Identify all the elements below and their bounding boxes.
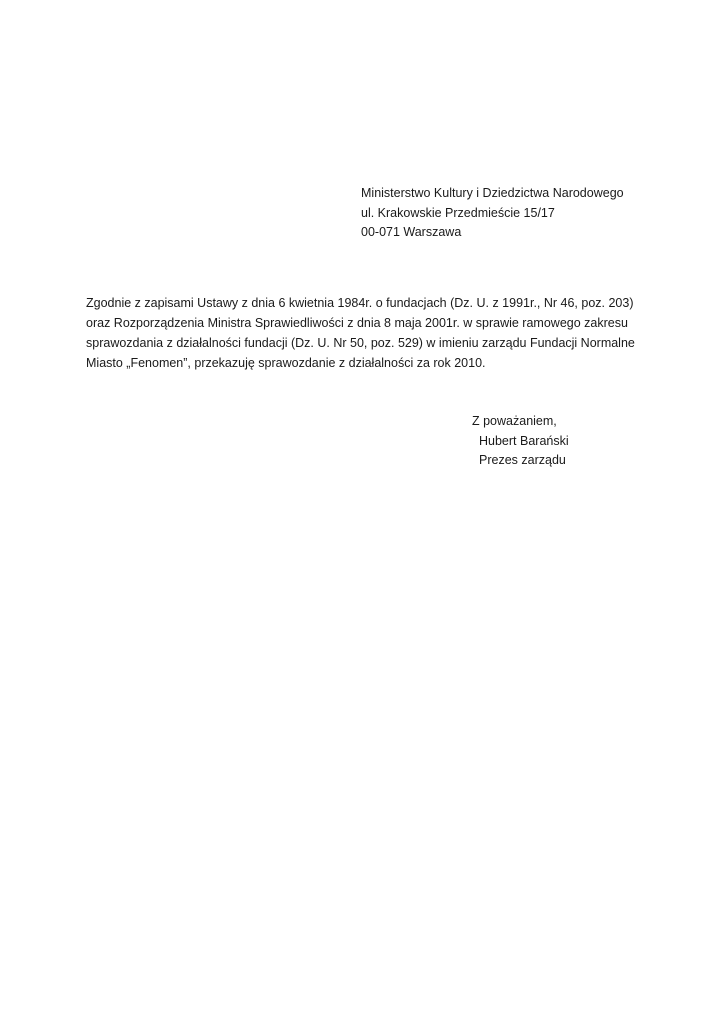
body-line: Zgodnie z zapisami Ustawy z dnia 6 kwietnia 1984r. o fundacjach (Dz. U. z 1991r., Nr 46, poz. 203) xyxy=(86,296,634,310)
recipient-street: ul. Krakowskie Przedmieście 15/17 xyxy=(361,205,555,220)
recipient-city: 00-071 Warszawa xyxy=(361,225,462,239)
signer-name: Hubert Barański xyxy=(479,433,569,448)
letter-body xyxy=(86,293,646,373)
closing-salutation: Z poważaniem, xyxy=(472,414,557,428)
letter-closing xyxy=(472,412,569,471)
body-line: oraz Rozporządzenia Ministra Sprawiedliwości z dnia 8 maja 2001r. w sprawie ramowego zakresu xyxy=(86,316,628,330)
recipient-name: Ministerstwo Kultury i Dziedzictwa Narodowego xyxy=(361,186,624,200)
body-line: sprawozdania z działalności fundacji (Dz. U. Nr 50, poz. 529) w imieniu zarządu Fundacji Normalne xyxy=(86,336,635,350)
recipient-address xyxy=(361,184,624,243)
signer-title: Prezes zarządu xyxy=(479,453,566,467)
body-line: Miasto „Fenomen”, przekazuję sprawozdanie z działalności za rok 2010. xyxy=(86,356,486,370)
